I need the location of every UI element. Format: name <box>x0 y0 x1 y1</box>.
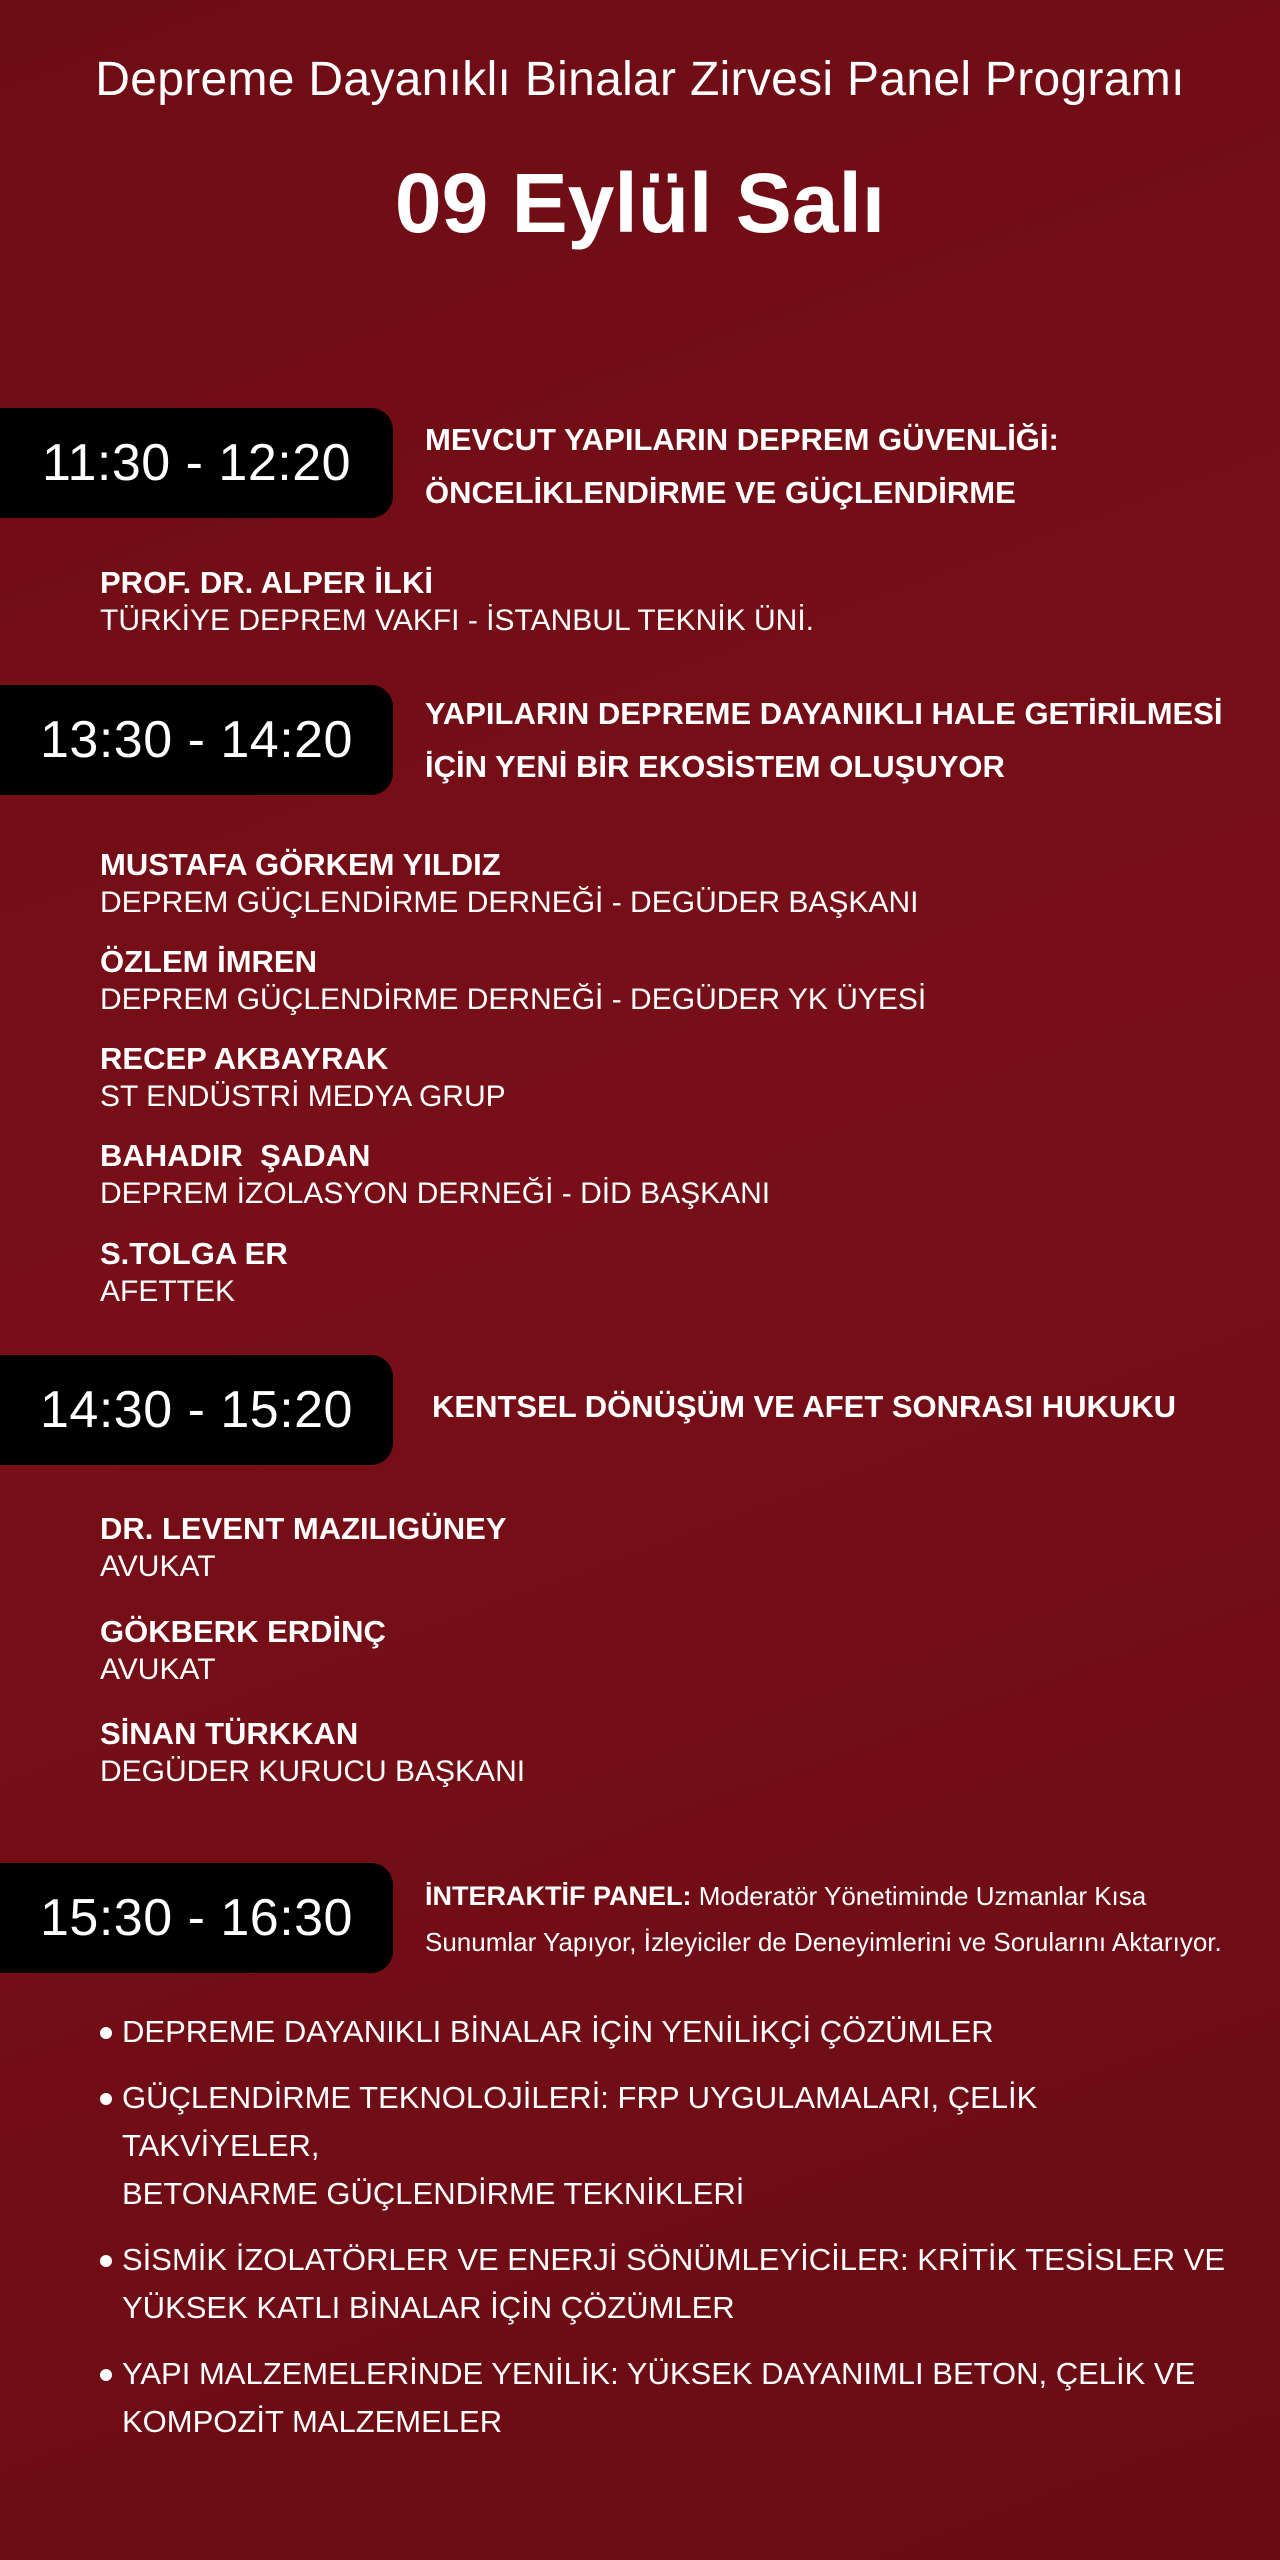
speaker <box>100 1137 1200 1213</box>
speaker <box>100 1613 1200 1689</box>
session-2-time: 13:30 - 14:20 <box>0 685 393 795</box>
session-4-time: 15:30 - 16:30 <box>0 1863 393 1973</box>
speaker <box>100 1235 1200 1311</box>
session-2-title-line1: YAPILARIN DEPREME DAYANIKLI HALE GETİRİLMESİ <box>425 696 1223 731</box>
session-4-description-line1 <box>425 1873 1265 1919</box>
speaker-role: AVUKAT <box>100 1550 216 1583</box>
topic-line: YÜKSEK KATLI BİNALAR İÇİN ÇÖZÜMLER <box>122 2290 735 2325</box>
bullet-icon <box>100 2093 112 2105</box>
speaker <box>100 846 1200 922</box>
topic-list <box>100 2008 1230 2464</box>
session-4-description <box>425 1873 1265 1965</box>
list-item <box>100 2074 1230 2218</box>
list-item <box>100 2350 1230 2446</box>
list-item <box>100 2236 1230 2332</box>
topic-line: BETONARME GÜÇLENDİRME TEKNİKLERİ <box>122 2176 745 2211</box>
bullet-icon <box>100 2369 112 2381</box>
speaker-name: SİNAN TÜRKKAN <box>100 1716 359 1751</box>
speaker-name: ÖZLEM İMREN <box>100 944 317 979</box>
speaker-role: AFETTEK <box>100 1275 236 1308</box>
speaker <box>100 1715 1200 1791</box>
session-3-title <box>432 1380 1252 1433</box>
topic-line: KOMPOZİT MALZEMELER <box>122 2404 503 2439</box>
speaker <box>100 1510 1200 1586</box>
speaker-name: MUSTAFA GÖRKEM YILDIZ <box>100 847 501 882</box>
page-title: Depreme Dayanıklı Binalar Zirvesi Panel Programı <box>95 53 1185 106</box>
speaker <box>100 1040 1200 1116</box>
bullet-icon <box>100 2027 112 2039</box>
speaker-role: AVUKAT <box>100 1653 216 1686</box>
session-1-title <box>425 413 1245 519</box>
interactive-panel-label: İNTERAKTİF PANEL: <box>425 1881 692 1911</box>
topic-line: DEPREME DAYANIKLI BİNALAR İÇİN YENİLİKÇİ ÇÖZÜMLER <box>122 2014 994 2049</box>
session-2-title-line2: İÇİN YENİ BİR EKOSİSTEM OLUŞUYOR <box>425 749 1005 784</box>
speaker-role: DEPREM GÜÇLENDİRME DERNEĞİ - DEGÜDER YK ÜYESİ <box>100 983 927 1016</box>
topic-line: SİSMİK İZOLATÖRLER VE ENERJİ SÖNÜMLEYİCİLER: KRİTİK TESİSLER VE <box>122 2242 1226 2277</box>
speaker-role: DEPREM GÜÇLENDİRME DERNEĞİ - DEGÜDER BAŞKANI <box>100 886 919 919</box>
speaker-role: ST ENDÜSTRİ MEDYA GRUP <box>100 1080 506 1113</box>
speaker-name: S.TOLGA ER <box>100 1236 288 1271</box>
session-1-title-line1: MEVCUT YAPILARIN DEPREM GÜVENLİĞİ: <box>425 422 1059 457</box>
description-text: Moderatör Yönetiminde Uzmanlar Kısa <box>698 1881 1147 1911</box>
speaker-role: DEGÜDER KURUCU BAŞKANI <box>100 1755 526 1788</box>
speaker-name: DR. LEVENT MAZILIGÜNEY <box>100 1511 507 1546</box>
speaker-name: BAHADIR ŞADAN <box>100 1138 371 1173</box>
session-4-description-line2: Sunumlar Yapıyor, İzleyiciler de Deneyimlerini ve Sorularını Aktarıyor. <box>425 1927 1222 1957</box>
speaker <box>100 943 1200 1019</box>
topic-line: GÜÇLENDİRME TEKNOLOJİLERİ: FRP UYGULAMALARI, ÇELİK TAKVİYELER, <box>122 2080 1038 2163</box>
speaker-name: RECEP AKBAYRAK <box>100 1041 389 1076</box>
session-3-time: 14:30 - 15:20 <box>0 1355 393 1465</box>
session-2-title <box>425 687 1245 793</box>
bullet-icon <box>100 2255 112 2267</box>
session-1-time: 11:30 - 12:20 <box>0 408 393 518</box>
list-item <box>100 2008 1230 2056</box>
speaker-name: GÖKBERK ERDİNÇ <box>100 1614 386 1649</box>
topic-line: YAPI MALZEMELERİNDE YENİLİK: YÜKSEK DAYANIMLI BETON, ÇELİK VE <box>122 2356 1196 2391</box>
speaker <box>100 564 1200 640</box>
session-3-title-line1: KENTSEL DÖNÜŞÜM VE AFET SONRASI HUKUKU <box>432 1389 1177 1424</box>
speaker-role: DEPREM İZOLASYON DERNEĞİ - DİD BAŞKANI <box>100 1177 771 1210</box>
event-date: 09 Eylül Salı <box>394 156 886 250</box>
speaker-role: TÜRKİYE DEPREM VAKFI - İSTANBUL TEKNİK ÜNİ. <box>100 604 815 637</box>
session-1-title-line2: ÖNCELİKLENDİRME VE GÜÇLENDİRME <box>425 475 1016 510</box>
speaker-name: PROF. DR. ALPER İLKİ <box>100 565 433 600</box>
